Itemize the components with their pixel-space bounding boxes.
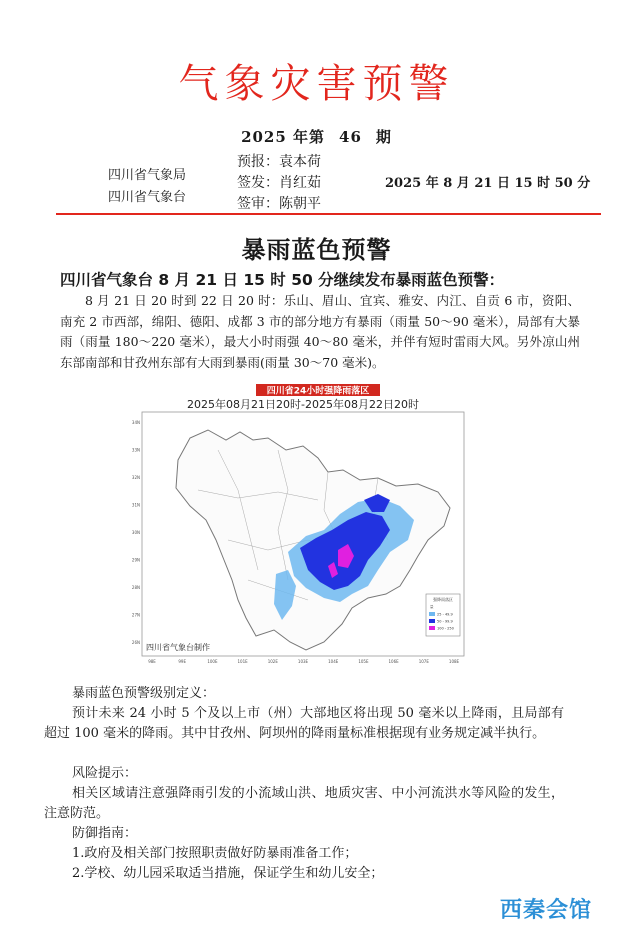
lat-tick-label: 34N bbox=[131, 420, 140, 425]
legend-swatch-heavy bbox=[429, 626, 435, 630]
lon-tick-label: 105E bbox=[358, 659, 369, 664]
lon-tick-label: 99E bbox=[178, 659, 187, 664]
warning-headline: 四川省气象台 8 月 21 日 15 时 50 分继续发布暴雨蓝色预警： bbox=[60, 271, 505, 289]
document-title: 气象灾害预警 bbox=[178, 61, 455, 107]
lat-tick-label: 28N bbox=[131, 585, 140, 590]
issuer: 签发：肖红茹 bbox=[237, 175, 321, 191]
watermark-logo: 西秦会馆 bbox=[500, 898, 593, 923]
issue-year: 2025 年第 bbox=[241, 128, 326, 146]
lon-tick-label: 106E bbox=[388, 659, 399, 664]
warning-paragraph: 8 月 21 日 20 时到 22 日 20 时：乐山、眉山、宜宾、雅安、内江、自贡 6 市，资阳、南充 2 市西部，绵阳、德阳、成都 3 市的部分地方有暴雨（雨量 50～90 毫米），局部有大暴雨（雨量 180～220 毫米），最大小时雨强 40～80 毫米，并伴有短时雷雨大风。另外凉山州东部南部和甘孜州东部有大雨到暴雨(雨量 30～70 毫米)。 bbox=[60, 293, 580, 370]
guide-title: 防御指南： bbox=[72, 826, 138, 841]
legend-item-light: 25 - 49.9 bbox=[437, 612, 453, 617]
lat-tick-label: 26N bbox=[131, 640, 140, 645]
observatory-name: 四川省气象台 bbox=[108, 190, 187, 205]
reviewer: 签审：陈朝平 bbox=[237, 196, 321, 212]
lon-tick-label: 101E bbox=[237, 659, 248, 664]
issue-suffix: 期 bbox=[375, 128, 392, 146]
lat-tick-label: 30N bbox=[131, 530, 140, 535]
forecaster: 预报：袁本荷 bbox=[237, 154, 321, 170]
lon-tick-label: 103E bbox=[297, 659, 309, 664]
legend-item-heavy: 100 - 250 bbox=[437, 626, 454, 631]
bureau-name: 四川省气象局 bbox=[108, 168, 187, 183]
lat-tick-label: 29N bbox=[131, 557, 140, 563]
legend-swatch-light bbox=[429, 612, 435, 616]
map-title: 四川省24小时强降雨落区 bbox=[266, 386, 370, 397]
lon-tick-label: 98E bbox=[148, 659, 156, 664]
rainfall-map bbox=[128, 380, 478, 666]
lat-tick-label: 31N bbox=[131, 502, 140, 508]
red-divider bbox=[56, 213, 601, 215]
lon-tick-label: 100E bbox=[207, 659, 218, 664]
lon-tick-label: 102E bbox=[267, 659, 278, 664]
lat-tick-label: 32N bbox=[131, 475, 140, 480]
issue-datetime: 2025 年 8 月 21 日 15 时 50 分 bbox=[385, 176, 591, 191]
definition-body: 预计未来 24 小时 5 个及以上市（州）大部地区将出现 50 毫米以上降雨，且局部有超过 100 毫米的降雨。其中甘孜州、阿坝州的降雨量标准根据现有业务规定减半执行。 bbox=[44, 706, 564, 741]
lon-tick-label: 107E bbox=[418, 659, 429, 664]
lon-tick-label: 108E bbox=[448, 659, 460, 664]
issue-line bbox=[0, 126, 633, 147]
map-credit: 四川省气象台制作 bbox=[146, 643, 210, 652]
risk-title: 风险提示： bbox=[72, 766, 138, 781]
warning-title: 暴雨蓝色预警 bbox=[241, 236, 392, 264]
definition-title: 暴雨蓝色预警级别定义： bbox=[72, 686, 216, 701]
lon-tick-label: 104E bbox=[328, 659, 339, 664]
lat-tick-label: 33N bbox=[131, 447, 140, 453]
legend-item-mid: 50 - 99.9 bbox=[437, 619, 453, 624]
legend-title: 强降雨落区 bbox=[433, 597, 453, 602]
risk-body: 相关区域请注意强降雨引发的小流域山洪、地质灾害、中小河流洪水等风险的发生，注意防范。 bbox=[44, 786, 564, 821]
guide-item-2: 2.学校、幼儿园采取适当措施，保证学生和幼儿安全； bbox=[72, 866, 384, 881]
rainfall-map-svg bbox=[128, 380, 478, 666]
legend-swatch-mid bbox=[429, 619, 435, 623]
legend-header: 量 bbox=[430, 605, 434, 609]
lat-tick-label: 27N bbox=[131, 612, 140, 618]
issue-number: 46 bbox=[339, 128, 362, 146]
map-subtitle: 2025年08月21日20时-2025年08月22日20时 bbox=[187, 398, 419, 411]
guide-item-1: 1.政府及相关部门按照职责做好防暴雨准备工作； bbox=[72, 846, 358, 861]
